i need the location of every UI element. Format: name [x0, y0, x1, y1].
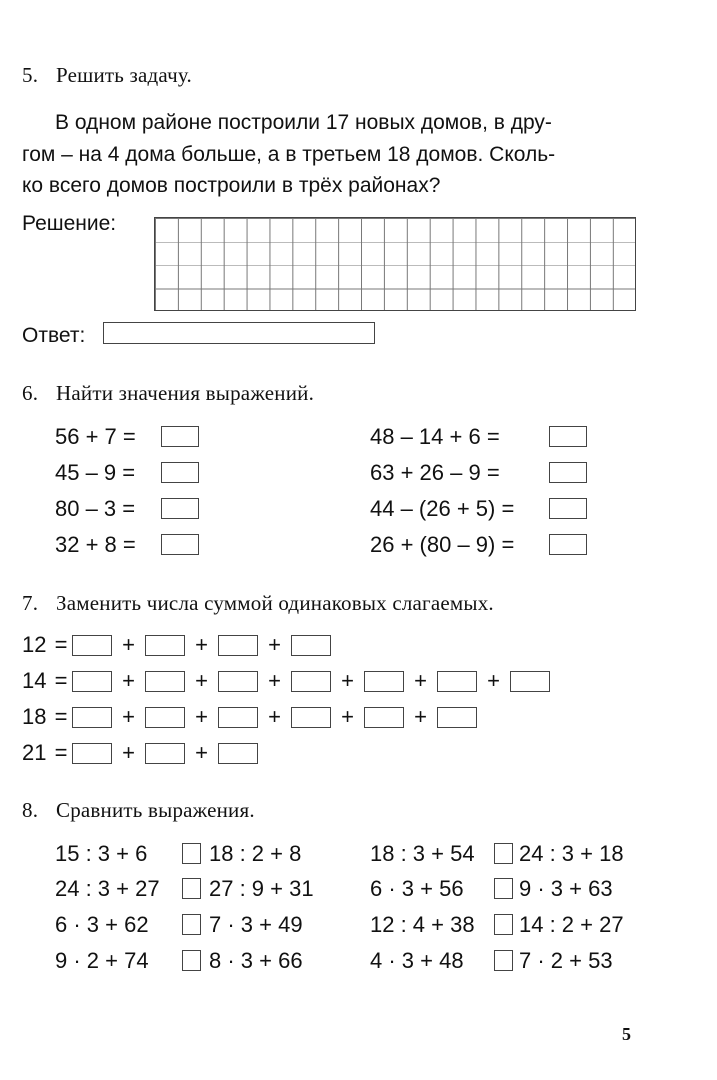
task-8-left-expr-b-2: 27 : 9 + 31	[209, 876, 314, 901]
task-6-left-answer-box-1[interactable]	[161, 426, 199, 447]
task-8-right-expr-b-3: 14 : 2 + 27	[519, 912, 624, 937]
addend-box[interactable]	[291, 671, 331, 692]
task-8-right-compare-box-1[interactable]	[494, 843, 513, 864]
task-7-row-2-value: 14	[22, 668, 47, 693]
task-7-number: 7.	[22, 591, 39, 615]
task-7-row-1	[22, 629, 331, 661]
plus-sign: +	[122, 668, 135, 693]
task-7-row-3-value: 18	[22, 704, 47, 729]
task-8-left-compare-box-4[interactable]	[182, 950, 201, 971]
task-8-left-expr-a-2: 24 : 3 + 27	[55, 876, 160, 901]
solution-grid[interactable]	[154, 217, 636, 311]
task-8-right-compare-box-4[interactable]	[494, 950, 513, 971]
task-7-row-2	[22, 665, 550, 697]
task-8-left-compare-box-3[interactable]	[182, 914, 201, 935]
task-8-left-expr-a-1: 15 : 3 + 6	[55, 841, 148, 866]
task-6-left-answer-box-2[interactable]	[161, 462, 199, 483]
task-8-right-expr-b-1: 24 : 3 + 18	[519, 841, 624, 866]
addend-box[interactable]	[72, 635, 112, 656]
task-7-row-4-value: 21	[22, 740, 47, 765]
task-7-heading	[22, 591, 494, 616]
task-5-text-line-3: ко всего домов построили в трёх районах?	[22, 174, 441, 197]
task-8-right-compare-box-2[interactable]	[494, 878, 513, 899]
task-5-text-line-2: гом – на 4 дома больше, а в третьем 18 домов. Сколь-	[22, 143, 556, 166]
plus-sign: +	[195, 740, 208, 765]
equals-sign: =	[54, 668, 68, 693]
task-8-number: 8.	[22, 798, 39, 822]
addend-box[interactable]	[72, 707, 112, 728]
equals-sign: =	[54, 704, 68, 729]
addend-box[interactable]	[72, 743, 112, 764]
task-8-heading	[22, 798, 255, 823]
plus-sign: +	[122, 704, 135, 729]
task-6-right-expr-3: 44 – (26 + 5) =	[370, 496, 515, 521]
answer-input-box[interactable]	[103, 322, 375, 344]
plus-sign: +	[195, 704, 208, 729]
task-7-row-3	[22, 701, 477, 733]
addend-box[interactable]	[437, 671, 477, 692]
task-6-right-answer-box-2[interactable]	[549, 462, 587, 483]
addend-box[interactable]	[218, 743, 258, 764]
plus-sign: +	[487, 668, 500, 693]
solution-label: Решение:	[22, 212, 117, 235]
task-5-number: 5.	[22, 63, 39, 87]
addend-box[interactable]	[218, 707, 258, 728]
task-8-left-expr-a-4: 9 · 2 + 74	[55, 948, 149, 973]
addend-box[interactable]	[72, 671, 112, 692]
plus-sign: +	[122, 740, 135, 765]
task-8-right-expr-b-2: 9 · 3 + 63	[519, 876, 613, 901]
task-6-right-answer-box-4[interactable]	[549, 534, 587, 555]
addend-box[interactable]	[291, 707, 331, 728]
task-8-left-expr-b-1: 18 : 2 + 8	[209, 841, 302, 866]
task-6-number: 6.	[22, 381, 39, 405]
task-7-row-1-value: 12	[22, 632, 47, 657]
plus-sign: +	[414, 704, 427, 729]
task-6-left-answer-box-3[interactable]	[161, 498, 199, 519]
addend-box[interactable]	[510, 671, 550, 692]
task-6-heading	[22, 381, 314, 406]
addend-box[interactable]	[364, 707, 404, 728]
equals-sign: =	[54, 740, 68, 765]
task-6-right-expr-1: 48 – 14 + 6 =	[370, 424, 500, 449]
task-5-title: Решить задачу.	[56, 63, 192, 87]
addend-box[interactable]	[145, 635, 185, 656]
plus-sign: +	[122, 632, 135, 657]
task-6-left-answer-box-4[interactable]	[161, 534, 199, 555]
task-8-right-expr-a-1: 18 : 3 + 54	[370, 841, 475, 866]
plus-sign: +	[268, 668, 281, 693]
task-8-title: Сравнить выражения.	[56, 798, 255, 822]
task-8-right-expr-b-4: 7 · 2 + 53	[519, 948, 613, 973]
addend-box[interactable]	[437, 707, 477, 728]
answer-label: Ответ:	[22, 324, 86, 347]
task-7-row-4	[22, 737, 258, 769]
task-6-left-expr-3: 80 – 3 =	[55, 496, 136, 521]
task-8-left-compare-box-2[interactable]	[182, 878, 201, 899]
plus-sign: +	[268, 632, 281, 657]
plus-sign: +	[341, 704, 354, 729]
task-6-right-expr-4: 26 + (80 – 9) =	[370, 532, 515, 557]
plus-sign: +	[195, 668, 208, 693]
task-8-right-compare-box-3[interactable]	[494, 914, 513, 935]
addend-box[interactable]	[145, 707, 185, 728]
addend-box[interactable]	[218, 635, 258, 656]
plus-sign: +	[195, 632, 208, 657]
task-8-left-expr-b-4: 8 · 3 + 66	[209, 948, 303, 973]
addend-box[interactable]	[218, 671, 258, 692]
task-8-left-expr-a-3: 6 · 3 + 62	[55, 912, 149, 937]
task-6-left-expr-4: 32 + 8 =	[55, 532, 136, 557]
task-5-text-line-1: В одном районе построили 17 новых домов, в дру-	[55, 111, 552, 134]
equals-sign: =	[54, 632, 68, 657]
task-6-left-expr-2: 45 – 9 =	[55, 460, 136, 485]
task-6-right-answer-box-1[interactable]	[549, 426, 587, 447]
plus-sign: +	[341, 668, 354, 693]
task-6-title: Найти значения выражений.	[56, 381, 315, 405]
page-number: 5	[622, 1024, 631, 1044]
task-8-left-compare-box-1[interactable]	[182, 843, 201, 864]
addend-box[interactable]	[291, 635, 331, 656]
plus-sign: +	[414, 668, 427, 693]
addend-box[interactable]	[145, 743, 185, 764]
task-7-title: Заменить числа суммой одинаковых слагаемых.	[56, 591, 494, 615]
addend-box[interactable]	[145, 671, 185, 692]
task-6-left-expr-1: 56 + 7 =	[55, 424, 136, 449]
addend-box[interactable]	[364, 671, 404, 692]
plus-sign: +	[268, 704, 281, 729]
task-8-right-expr-a-2: 6 · 3 + 56	[370, 876, 464, 901]
task-8-right-expr-a-4: 4 · 3 + 48	[370, 948, 464, 973]
task-8-left-expr-b-3: 7 · 3 + 49	[209, 912, 303, 937]
task-6-right-expr-2: 63 + 26 – 9 =	[370, 460, 500, 485]
task-8-right-expr-a-3: 12 : 4 + 38	[370, 912, 475, 937]
task-6-right-answer-box-3[interactable]	[549, 498, 587, 519]
task-5-heading	[22, 63, 192, 88]
